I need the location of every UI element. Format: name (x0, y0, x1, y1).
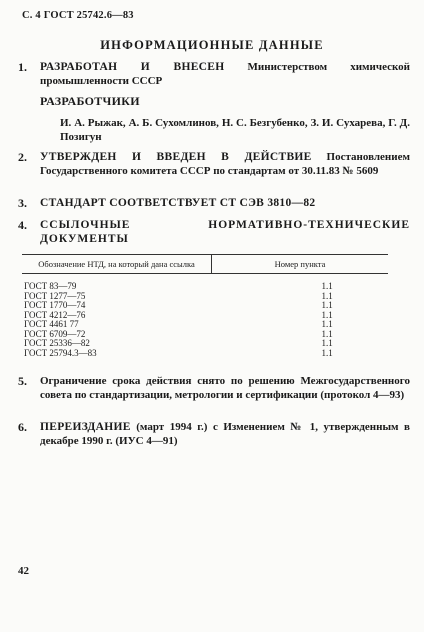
table-cell-designation: ГОСТ 1770—74 (24, 300, 86, 310)
item-3 (18, 196, 410, 210)
item-2-lead: УТВЕРЖДЕН И ВВЕДЕН В ДЕЙСТВИЕ (40, 151, 312, 163)
item-3-number: 3. (18, 196, 27, 210)
item-6-text: (март 1994 г.) с Изменением № 1, утвержденным в декабре 1990 г. (ИУС 4—91) (40, 421, 410, 447)
table-cell-clause: 1.1 (321, 328, 333, 339)
table-row (22, 349, 388, 359)
reference-table (22, 254, 388, 358)
item-3-text: СТАНДАРТ СООТВЕТСТВУЕТ СТ СЭВ 3810—82 (40, 197, 316, 209)
table-cell-designation: ГОСТ 4212—76 (24, 309, 86, 320)
table-cell-clause: 1.1 (321, 300, 333, 310)
page-number: 42 (18, 565, 29, 577)
item-6-lead: ПЕРЕИЗДАНИЕ (40, 421, 131, 433)
item-2 (18, 150, 410, 178)
item-6-number: 6. (18, 420, 27, 434)
table-header-clause: Номер пункта (212, 255, 389, 274)
section-title: ИНФОРМАЦИОННЫЕ ДАННЫЕ (100, 38, 324, 52)
table-cell-clause: 1.1 (321, 347, 333, 358)
item-2-number: 2. (18, 150, 27, 164)
table-cell-designation: ГОСТ 1277—75 (24, 290, 86, 301)
developers-title: РАЗРАБОТЧИКИ (40, 94, 140, 108)
table-cell-designation: ГОСТ 25336—82 (24, 338, 90, 348)
item-6 (18, 420, 410, 448)
item-5-text: Ограничение срока действия снято по решению Межгосударственного совета по стандартизации, метрологии и сертификации (протокол 4—93) (40, 375, 410, 401)
table-cell-clause: 1.1 (321, 338, 333, 348)
table-header-designation: Обозначение НТД, на который дана ссылка (22, 255, 212, 274)
table-cell-clause: 1.1 (321, 281, 333, 291)
table-cell-designation: ГОСТ 25794.3—83 (24, 347, 97, 358)
developers-list: И. А. Рыжак, А. Б. Сухомлинов, Н. С. Безгубенко, З. И. Сухарева, Г. Д. Позигун (60, 117, 410, 143)
table-cell-designation: ГОСТ 83—79 (24, 281, 77, 291)
item-5 (18, 374, 410, 402)
item-1-lead: РАЗРАБОТАН И ВНЕСЕН (40, 61, 225, 73)
table-cell-clause: 1.1 (321, 319, 333, 329)
table-cell-designation: ГОСТ 4461 77 (24, 319, 79, 329)
item-4-number: 4. (18, 218, 27, 232)
item-2-text: Постановлением Государственного комитета СССР по стандартам от 30.11.83 № 5609 (40, 151, 410, 177)
item-1-number: 1. (18, 60, 27, 74)
table-cell-clause: 1.1 (321, 309, 333, 320)
item-4 (18, 218, 410, 246)
item-5-number: 5. (18, 374, 27, 388)
page-header: С. 4 ГОСТ 25742.6—83 (22, 10, 134, 21)
item-1-text: Министерством химической промышленности СССР (40, 61, 410, 87)
table-cell-clause: 1.1 (321, 290, 333, 301)
item-1 (18, 60, 410, 88)
item-4-text: ССЫЛОЧНЫЕ НОРМАТИВНО-ТЕХНИЧЕСКИЕ ДОКУМЕНТЫ (40, 219, 410, 245)
table-cell-designation: ГОСТ 6709—72 (24, 328, 86, 339)
